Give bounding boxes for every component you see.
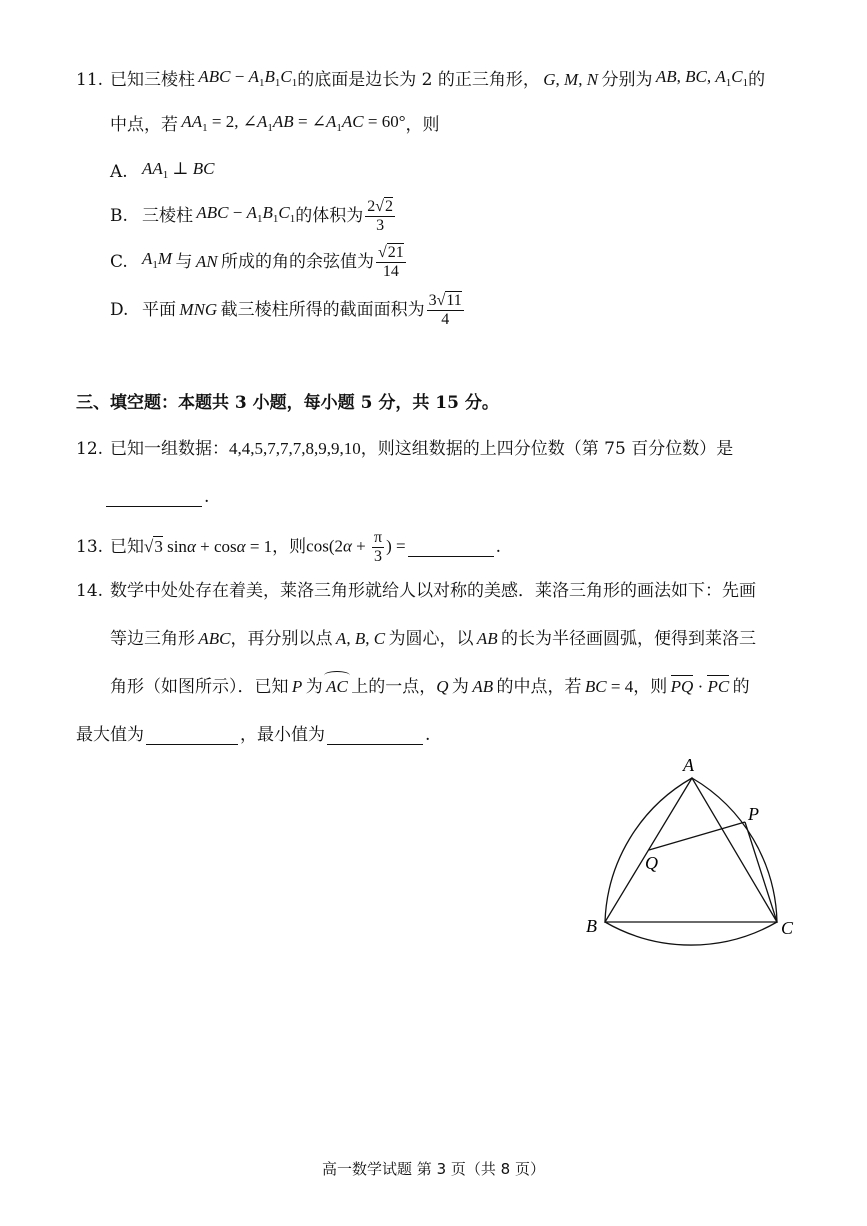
option-b-label: B.	[110, 206, 128, 226]
arc-ab	[605, 778, 692, 922]
q14-line3-g: 的	[732, 677, 750, 697]
q13-line	[76, 530, 501, 564]
q14-line1	[76, 578, 756, 604]
q11-text-b: 的底面是边长为 2 的正三角形，	[297, 70, 540, 90]
q11-condition: $AA_1 = 2$, $\angle A_1AB$ = $\angle A_1AC = 60^\circ$	[178, 112, 406, 134]
q14-line3-a: 角形（如图所示）．已知	[110, 677, 289, 697]
q11-points: G, M, N	[539, 70, 602, 89]
q14-arc-ac: AC	[323, 674, 352, 700]
q11-option-b	[110, 196, 397, 236]
triangle-abc	[605, 778, 777, 922]
q12-text-a: 已知一组数据：	[110, 439, 229, 459]
option-c-an: AN	[192, 252, 221, 271]
arc-bc	[605, 922, 777, 945]
q14-dot-product: PQ · PC	[670, 677, 730, 696]
q14-p: P	[288, 677, 306, 696]
q11-option-d	[110, 290, 466, 330]
q13-answer-blank[interactable]	[408, 538, 494, 557]
option-b-fraction: $\frac{2√2}{3}$	[367, 197, 394, 234]
q14-line3-e: 的中点，若	[496, 677, 582, 697]
label-p: P	[748, 804, 759, 824]
q12-answer-blank[interactable]	[106, 488, 202, 507]
q14-bc: BC = 4	[581, 677, 634, 696]
label-q: Q	[645, 853, 658, 873]
q14-line2-b: ，再分别以点	[230, 629, 333, 649]
q11-line2-b: ，则	[405, 115, 440, 135]
q14-ab-2: AB	[468, 677, 497, 696]
q14-ab: AB	[473, 629, 502, 648]
option-c-a1m: $A_1M$	[142, 249, 176, 271]
q14-abc: ABC	[195, 629, 231, 648]
q11-number: 11.	[76, 70, 104, 90]
option-b-text-a: 三棱柱	[142, 206, 193, 226]
option-b-text-b: 的体积为	[295, 206, 364, 226]
q12-text-b: ，则这组数据的上四分位数（第 75 百分位数）是	[360, 439, 734, 459]
q14-line3-c: 上的一点，	[351, 677, 437, 697]
option-c-text-a: 与	[175, 252, 193, 272]
q14-line3-f: ，则	[633, 677, 668, 697]
q14-line2-a: 等边三角形	[110, 629, 195, 649]
label-c: C	[781, 918, 794, 938]
option-d-text-a: 平面	[142, 300, 176, 320]
q13-end: .	[495, 537, 501, 557]
q13-text-a: 已知	[110, 537, 144, 557]
q14-line4-b: ，最小值为	[240, 725, 325, 745]
q14-line3	[110, 674, 750, 700]
q14-line3-d: 为	[451, 677, 469, 697]
q11-line1	[76, 64, 765, 96]
q13-number: 13.	[76, 537, 104, 557]
q11-option-c	[110, 242, 408, 282]
q12-end: .	[204, 487, 210, 507]
label-b: B	[586, 916, 597, 936]
q14-q: Q	[436, 677, 452, 696]
page-footer: 高一数学试题 第 3 页（共 8 页）	[322, 1160, 545, 1178]
q14-line4-end: .	[425, 725, 431, 745]
q14-line4	[76, 722, 430, 748]
q14-line2	[110, 626, 756, 652]
q12-line2	[104, 484, 209, 510]
option-d-plane: MNG	[176, 300, 221, 319]
option-d-text-b: 截三棱柱所得的截面面积为	[220, 300, 425, 320]
q13-equation: √3 sinα + cosα = 1	[144, 537, 273, 556]
option-c-label: C.	[110, 252, 128, 272]
q11-option-a	[110, 156, 215, 188]
q14-max-blank[interactable]	[146, 726, 238, 745]
q14-line2-d: 的长为半径画圆弧，便得到莱洛三	[501, 629, 757, 649]
section3-title: 三、填空题：本题共 3 小题，每小题 5 分，共 15 分。	[76, 393, 499, 413]
q13-target: cos(2α + $\frac{\pi}{3}$ ) =	[306, 528, 406, 565]
option-d-label: D.	[110, 300, 129, 320]
option-c-text-b: 所成的角的余弦值为	[221, 252, 374, 272]
q11-line2	[110, 109, 440, 141]
q12-line1	[76, 436, 733, 462]
q11-prism-name: ABC − $A_1B_1C_1$	[195, 67, 298, 89]
q14-min-blank[interactable]	[327, 726, 423, 745]
option-c-fraction: $\frac{√21}{14}$	[378, 243, 404, 280]
arc-ac	[692, 778, 777, 922]
q14-line1-text: 数学中处处存在着美，莱洛三角形就给人以对称的美感．莱洛三角形的画法如下：先画	[110, 581, 756, 601]
q14-number: 14.	[76, 581, 104, 601]
q12-number: 12.	[76, 439, 104, 459]
q11-line2-a: 中点，若	[110, 115, 178, 135]
q13-text-b: ，则	[272, 537, 307, 557]
label-a: A	[683, 755, 694, 775]
q14-centers: A, B, C	[332, 629, 389, 648]
q14-line4-a: 最大值为	[76, 725, 144, 745]
option-a-label: A.	[110, 162, 128, 182]
option-a-math: $AA_1$ ⊥ BC	[142, 159, 215, 181]
option-b-prism: ABC − $A_1B_1C_1$	[193, 203, 296, 225]
q12-data: 4,4,5,7,7,7,8,9,9,10	[229, 439, 361, 458]
option-d-fraction: $\frac{3√11}{4}$	[428, 291, 462, 328]
q14-line3-b: 为	[305, 677, 323, 697]
q11-text-a: 已知三棱柱	[110, 70, 195, 90]
q14-line2-c: 为圆心，以	[388, 629, 474, 649]
q11-text-c: 分别为	[601, 70, 653, 90]
q11-segments: AB, BC, $A_1C_1$	[652, 67, 749, 89]
segment-pq	[649, 822, 745, 850]
q11-text-d: 的	[748, 70, 766, 90]
segment-pc	[745, 822, 777, 922]
